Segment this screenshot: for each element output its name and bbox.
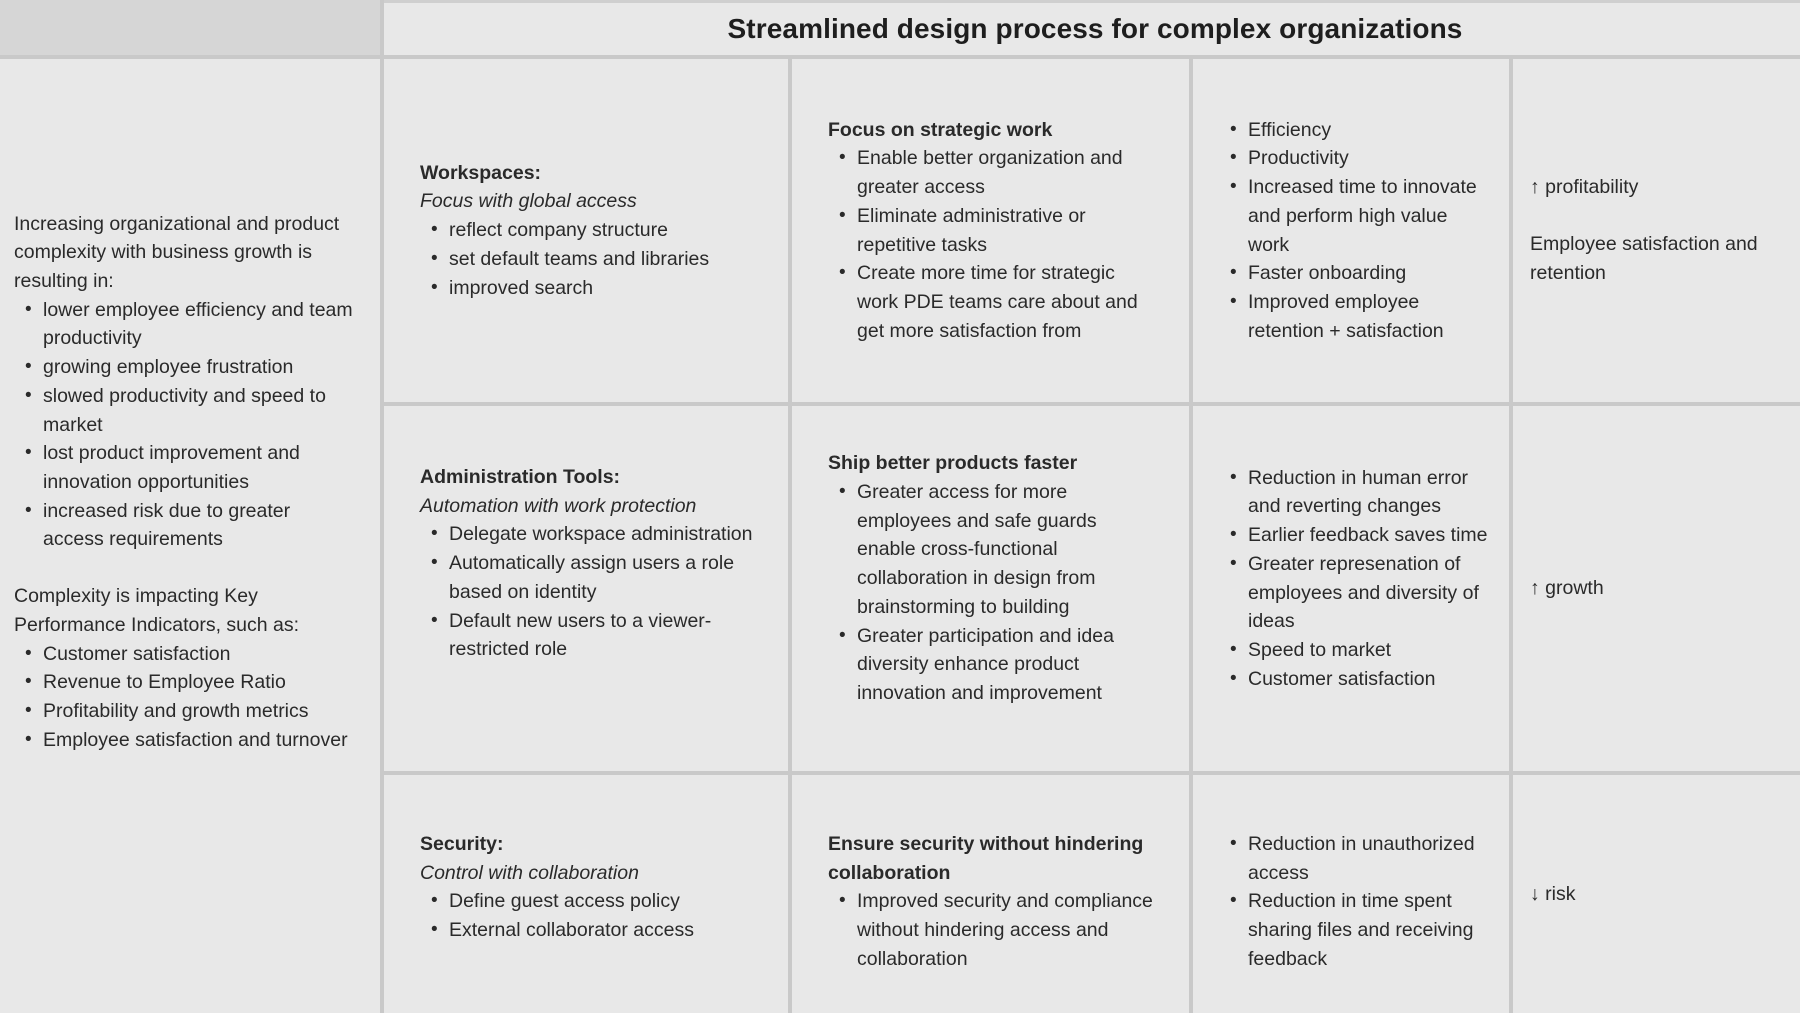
list-item: • reflect company structure (420, 216, 758, 245)
list-item: • slowed productivity and speed to market (14, 382, 356, 439)
capability-cell-administration (384, 406, 788, 771)
list-item: • Eliminate administrative or repetitive tasks (828, 202, 1159, 259)
kpi-cell-row1 (1193, 59, 1509, 402)
benefit-title: Ship better products faster (828, 452, 1078, 475)
list-item: • Automatically assign users a role based on identity (420, 549, 758, 606)
list-item: • Improved security and compliance without hindering access and collaboration (828, 887, 1159, 973)
list-item: • Customer satisfaction (1219, 665, 1491, 694)
benefit-title: Ensure security without hindering collaboration (828, 833, 1144, 884)
list-item: • Reduction in human error and reverting changes (1219, 464, 1491, 521)
list-item: • lost product improvement and innovation opportunities (14, 439, 356, 496)
list-item: • lower employee efficiency and team productivity (14, 296, 356, 353)
list-item: • Efficiency (1219, 116, 1491, 145)
page-title: Streamlined design process for complex organizations (727, 12, 1463, 44)
list-item: • Faster onboarding (1219, 259, 1491, 288)
list-item: • Greater represenation of employees and diversity of ideas (1219, 550, 1491, 636)
list-item: • Greater access for more employees and safe guards enable cross-functional collaboration in design from brainstorming to building (828, 478, 1159, 622)
list-item: • set default teams and libraries (420, 245, 758, 274)
context-column (0, 59, 380, 1013)
list-item: • Productivity (1219, 144, 1491, 173)
list-item: • Speed to market (1219, 636, 1491, 665)
capability-title: Administration Tools: (420, 466, 621, 489)
capability-title: Security: (420, 833, 504, 855)
table-header (384, 0, 1800, 55)
corner-cell (0, 0, 380, 55)
benefit-list (828, 144, 1159, 345)
outcome-text: ↓ risk (1530, 883, 1576, 905)
list-item: • Employee satisfaction and turnover (14, 726, 356, 755)
benefit-cell-strategic-work (792, 59, 1189, 402)
outcome-text: ↑ growth (1530, 577, 1604, 600)
list-item: • Improved employee retention + satisfaction (1219, 288, 1491, 345)
list-item: • External collaborator access (420, 916, 758, 945)
kpi-intro: Complexity is impacting Key Performance Indicators, such as: (14, 585, 300, 636)
list-item: • Define guest access policy (420, 887, 758, 916)
benefit-list (828, 887, 1159, 973)
list-item: • growing employee frustration (14, 353, 356, 382)
benefit-cell-security (792, 775, 1189, 1013)
outcome-text: ↑ profitability (1530, 176, 1639, 199)
kpi-list (1219, 116, 1491, 346)
outcome-text: Employee satisfaction and retention (1530, 233, 1758, 284)
capability-cell-workspaces (384, 59, 788, 402)
kpi-examples-list (14, 640, 356, 755)
list-item: • Customer satisfaction (14, 640, 356, 669)
outcome-cell-row2 (1513, 406, 1800, 771)
benefit-list (828, 478, 1159, 708)
context-intro: Increasing organizational and product complexity with business growth is resulting in: (14, 212, 340, 293)
issues-list (14, 296, 356, 554)
capability-subtitle: Automation with work protection (420, 494, 697, 517)
list-item: • Reduction in unauthorized access (1219, 830, 1491, 887)
list-item: • Enable better organization and greater access (828, 144, 1159, 201)
benefit-title: Focus on strategic work (828, 118, 1053, 141)
capability-list (420, 520, 758, 664)
list-item: • Create more time for strategic work PDE teams care about and get more satisfaction from (828, 259, 1159, 345)
list-item: • Revenue to Employee Ratio (14, 668, 356, 697)
list-item: • Reduction in time spent sharing files and receiving feedback (1219, 887, 1491, 973)
capability-list (420, 887, 758, 944)
list-item: • Increased time to innovate and perform high value work (1219, 173, 1491, 259)
list-item: • improved search (420, 274, 758, 303)
list-item: • increased risk due to greater access requirements (14, 497, 356, 554)
outcome-cell-row3 (1513, 775, 1800, 1013)
kpi-cell-row2 (1193, 406, 1509, 771)
list-item: • Default new users to a viewer-restricted role (420, 607, 758, 664)
kpi-cell-row3 (1193, 775, 1509, 1013)
capability-list (420, 216, 758, 302)
kpi-list (1219, 464, 1491, 694)
list-item: • Profitability and growth metrics (14, 697, 356, 726)
outcome-cell-row1 (1513, 59, 1800, 402)
capability-title: Workspaces: (420, 161, 542, 184)
list-item: • Greater participation and idea diversity enhance product innovation and improvement (828, 622, 1159, 708)
kpi-list (1219, 830, 1491, 974)
benefit-cell-ship-faster (792, 406, 1189, 771)
list-item: • Delegate workspace administration (420, 520, 758, 549)
list-item: • Earlier feedback saves time (1219, 521, 1491, 550)
capability-subtitle: Focus with global access (420, 190, 637, 213)
capability-cell-security (384, 775, 788, 1013)
capability-subtitle: Control with collaboration (420, 861, 639, 884)
